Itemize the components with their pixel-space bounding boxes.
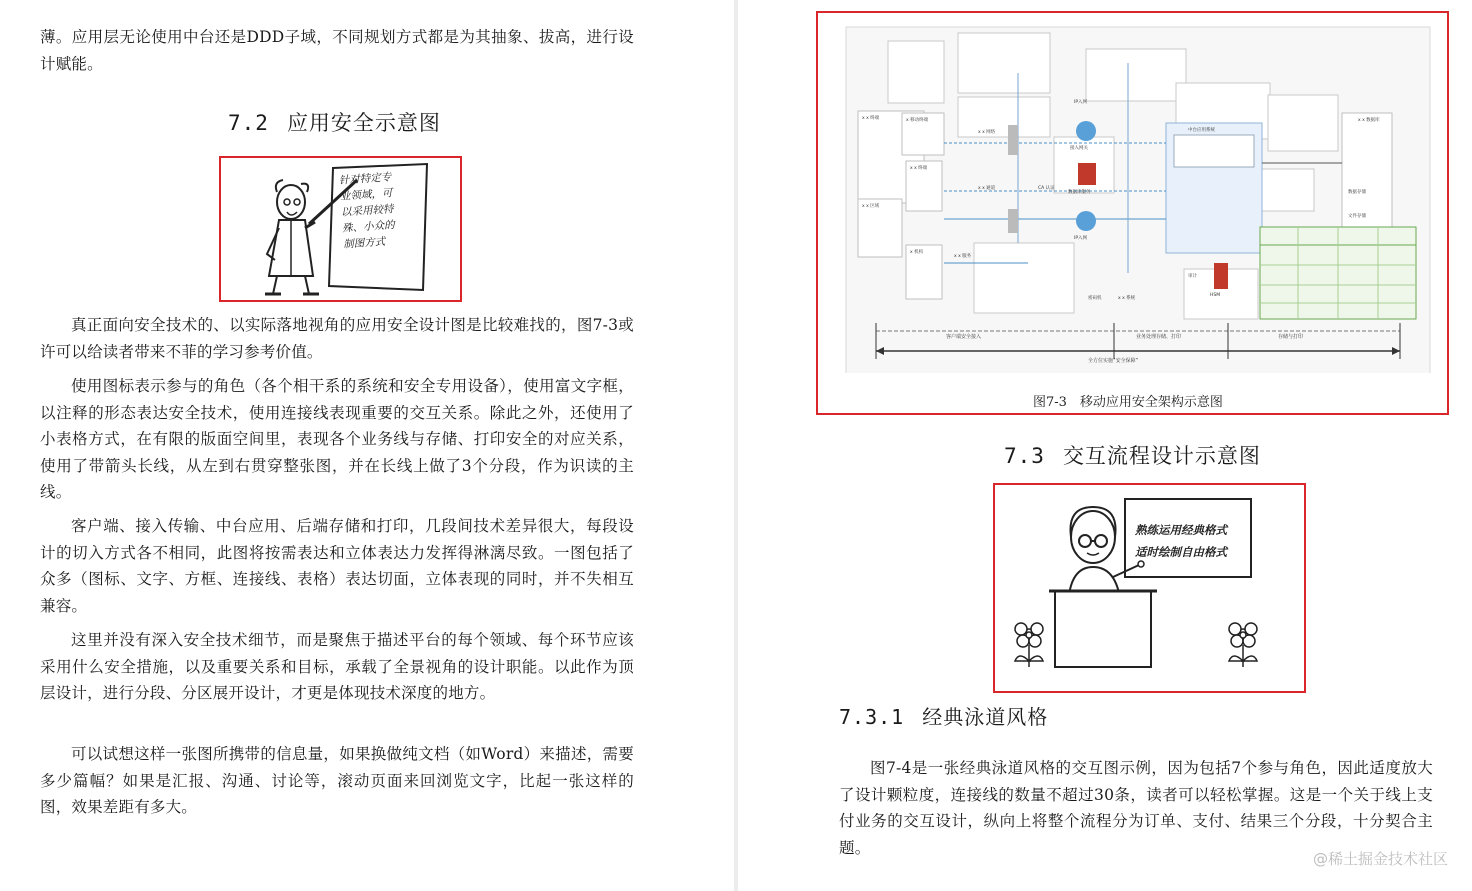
body-paragraph-3: 客户端、接入传输、中台应用、后端存储和打印，几段间技术差异很大，每段设计的切入方式各不相同，此图将按需表达和立体表达力发挥得淋漓尽致。一图包括了众多（图标、文字、方框、连接线、表格）表达切面，立体表现的同时，并不失相互兼容。 bbox=[40, 517, 634, 615]
diagram-label: 数据存储 bbox=[1348, 190, 1366, 195]
diagram-label: IP入网 bbox=[1074, 100, 1088, 105]
body-paragraph-1: 真正面向安全技术的、以实际落地视角的应用安全设计图是比较难找的，图7-3或许可以给读者带来不菲的学习参考价值。 bbox=[40, 316, 634, 361]
phase-label: 业务处理存储、打印 bbox=[1136, 334, 1182, 340]
diagram-label: x 机构 bbox=[910, 250, 924, 255]
section-number: 7.2 bbox=[228, 111, 269, 135]
diagram-label: x x 网络 bbox=[978, 130, 996, 135]
board-line: 针对特定专 bbox=[338, 171, 392, 187]
subsection-title: 经典泳道风格 bbox=[922, 705, 1049, 729]
phase-label: 客户端安全接入 bbox=[946, 334, 982, 340]
sketch-teacher-pointing-frame bbox=[219, 156, 462, 302]
board-note bbox=[338, 167, 423, 252]
board-line: 以采用较特 bbox=[340, 203, 394, 219]
diagram-labels bbox=[818, 13, 1446, 373]
body-paragraph-5: 可以试想这样一张图所携带的信息量，如果换做纯文档（如Word）来描述，需要多少篇幅？如果是汇报、沟通、讨论等，滚动页面来回浏览文字，比起一张这样的图，效果差距有多大。 bbox=[40, 745, 634, 816]
subsection-number: 7.3.1 bbox=[839, 705, 905, 729]
diagram-label: CA 认证 bbox=[1038, 186, 1055, 191]
diagram-label: 密码机 bbox=[1088, 296, 1102, 301]
diagram-label: x x 数据库 bbox=[1358, 118, 1380, 123]
teacher-podium-illustration bbox=[995, 485, 1303, 690]
diagram-label: x x 服务 bbox=[954, 254, 972, 259]
board-line: 殊、小众的 bbox=[341, 219, 396, 235]
diagram-label: x x 终端 bbox=[862, 116, 880, 121]
diagram-label: x x 区域 bbox=[862, 204, 880, 209]
diagram-label: HSM bbox=[1210, 293, 1221, 298]
figure-caption: 图7-3 移动应用安全架构示意图 bbox=[1033, 395, 1223, 410]
timeline-label: 全方位实施“安全保障” bbox=[1088, 358, 1139, 364]
diagram-label: x 移动终端 bbox=[906, 118, 929, 123]
section-number: 7.3 bbox=[1004, 444, 1045, 468]
diagram-label: 审计 bbox=[1188, 274, 1197, 279]
section-title: 交互流程设计示意图 bbox=[1062, 444, 1261, 468]
section-title: 应用安全示意图 bbox=[286, 111, 441, 135]
watermark: @稀土掘金技术社区 bbox=[1312, 850, 1448, 868]
sketch-teacher-podium-frame bbox=[993, 483, 1306, 693]
top-paragraph: 薄。应用层无论使用中台还是DDD子域，不同规划方式都是为其抽象、拔高，进行设计赋能。 bbox=[40, 28, 634, 73]
board-line: 制图方式 bbox=[342, 235, 386, 251]
diagram-label: 中台应用系统 bbox=[1188, 128, 1215, 133]
diagram-label: x x 通道 bbox=[978, 186, 996, 191]
section-heading-7-2 bbox=[228, 107, 441, 137]
diagram-label: 文件存储 bbox=[1348, 214, 1366, 219]
body-paragraph-2: 使用图标表示参与的角色（各个相干系的系统和安全专用设备），使用富文字框，以注释的形态表达安全技术，使用连接线表现重要的交互关系。除此之外，还使用了小表格方式，在有限的版面空间里，表现各个业务线与存储、打印安全的对应关系，使用了带箭头长线，从左到右贯穿整张图，并在长线上做了3个分段，作为识读的主线。 bbox=[40, 377, 634, 501]
board-line: 适时绘制自由格式 bbox=[1135, 545, 1227, 559]
diagram-label: 数据库服务 bbox=[1068, 190, 1091, 195]
section-heading-7-3 bbox=[1004, 440, 1261, 470]
diagram-label: x x 系统 bbox=[1118, 296, 1136, 301]
diagram-label: 接入网关 bbox=[1070, 146, 1088, 151]
diagram-label: x x 终端 bbox=[910, 166, 928, 171]
board-note bbox=[1135, 519, 1255, 563]
board-line: 业领域，可 bbox=[339, 187, 393, 203]
subsection-heading-7-3-1 bbox=[839, 701, 1048, 730]
body-paragraph-4: 这里并没有深入安全技术细节，而是聚焦于描述平台的每个领域、每个环节应该采用什么安全措施，以及重要关系和目标，承载了全景视角的设计职能。以此作为顶层设计，进行分段、分区展开设计，才更是体现技术深度的地方。 bbox=[40, 631, 634, 702]
phase-label: 存储与打印 bbox=[1278, 334, 1304, 340]
body-paragraph-7-3-1: 图7-4是一张经典泳道风格的交互图示例，因为包括7个参与角色，因此适度放大了设计颗粒度，连接线的数量不超过30条，读者可以轻松掌握。这是一个关于线上支付业务的交互设计，纵向上将整个流程分为订单、支付、结果三个分段，十分契合主题。 bbox=[839, 759, 1433, 857]
right-page bbox=[738, 0, 1472, 891]
diagram-label: IP入网 bbox=[1074, 236, 1088, 241]
board-line: 熟练运用经典格式 bbox=[1135, 523, 1227, 537]
left-page bbox=[0, 0, 734, 891]
figure-7-3-frame bbox=[816, 11, 1449, 415]
